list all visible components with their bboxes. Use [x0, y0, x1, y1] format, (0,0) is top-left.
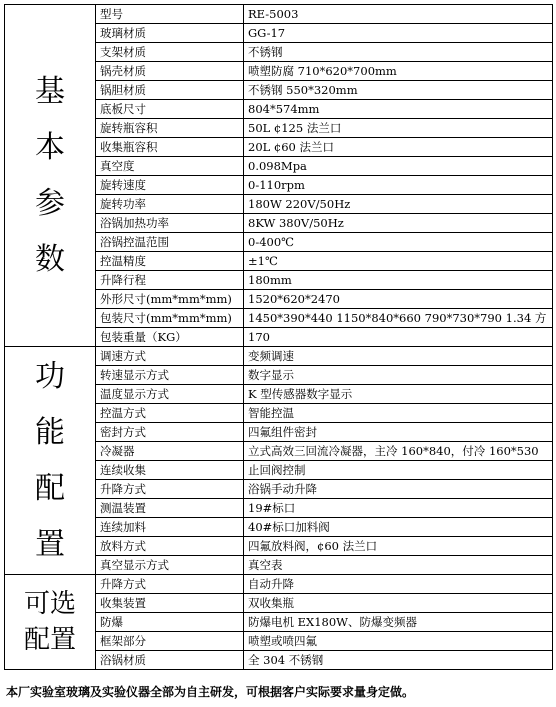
spec-label: 包装重量（KG）	[96, 328, 244, 347]
spec-label: 真空度	[96, 157, 244, 176]
section-char: 置	[35, 526, 65, 562]
spec-value: 180W 220V/50Hz	[244, 195, 553, 214]
spec-label: 旋转速度	[96, 176, 244, 195]
spec-label: 控温方式	[96, 404, 244, 423]
spec-value: 19#标口	[244, 499, 553, 518]
spec-value: 0-110rpm	[244, 176, 553, 195]
spec-value: RE-5003	[244, 5, 553, 24]
spec-value: K 型传感器数字显示	[244, 385, 553, 404]
spec-label: 包装尺寸(mm*mm*mm)	[96, 309, 244, 328]
spec-value: 喷塑防腐 710*620*700mm	[244, 62, 553, 81]
spec-label: 测温装置	[96, 499, 244, 518]
spec-row	[5, 575, 553, 594]
spec-value: 浴锅手动升降	[244, 480, 553, 499]
spec-label: 防爆	[96, 613, 244, 632]
spec-label: 外形尺寸(mm*mm*mm)	[96, 290, 244, 309]
section-char: 数	[35, 241, 65, 277]
spec-row	[5, 5, 553, 24]
spec-value: 8KW 380V/50Hz	[244, 214, 553, 233]
spec-value: ±1℃	[244, 252, 553, 271]
spec-value: 数字显示	[244, 366, 553, 385]
section-function	[5, 347, 96, 575]
spec-table-body	[5, 5, 553, 670]
spec-label: 浴锅加热功率	[96, 214, 244, 233]
spec-value: 40#标口加料阀	[244, 518, 553, 537]
spec-label: 调速方式	[96, 347, 244, 366]
spec-value: 四氟组件密封	[244, 423, 553, 442]
spec-label: 支架材质	[96, 43, 244, 62]
section-basic	[5, 5, 96, 347]
spec-label: 温度显示方式	[96, 385, 244, 404]
spec-value: 0-400℃	[244, 233, 553, 252]
spec-value: 全 304 不锈钢	[244, 651, 553, 670]
spec-value: 自动升降	[244, 575, 553, 594]
spec-label: 框架部分	[96, 632, 244, 651]
spec-value: 立式高效三回流冷凝器，主冷 160*840，付冷 160*530	[244, 442, 553, 461]
section-char: 能	[35, 414, 65, 450]
spec-value: 四氟放料阀，¢60 法兰口	[244, 537, 553, 556]
spec-value: 50L ¢125 法兰口	[244, 119, 553, 138]
section-char: 基	[35, 73, 65, 109]
spec-label: 连续加料	[96, 518, 244, 537]
section-char: 本	[35, 129, 65, 165]
spec-label: 放料方式	[96, 537, 244, 556]
spec-label: 收集装置	[96, 594, 244, 613]
spec-value: 20L ¢60 法兰口	[244, 138, 553, 157]
spec-label: 控温精度	[96, 252, 244, 271]
section-char: 可选	[23, 589, 76, 619]
spec-label: 收集瓶容积	[96, 138, 244, 157]
spec-label: 真空显示方式	[96, 556, 244, 575]
spec-label: 底板尺寸	[96, 100, 244, 119]
section-char: 配	[35, 470, 65, 506]
spec-label: 转速显示方式	[96, 366, 244, 385]
section-char: 配置	[23, 625, 76, 655]
spec-value: 双收集瓶	[244, 594, 553, 613]
spec-value: 不锈钢	[244, 43, 553, 62]
footer-note: 本厂实验室玻璃及实验仪器全部为自主研发，可根据客户实际要求量身定做。	[6, 685, 415, 699]
section-optional	[5, 575, 96, 670]
spec-label: 连续收集	[96, 461, 244, 480]
spec-value: 0.098Mpa	[244, 157, 553, 176]
spec-row	[5, 347, 553, 366]
spec-table	[4, 4, 553, 670]
spec-value: 智能控温	[244, 404, 553, 423]
spec-value: GG-17	[244, 24, 553, 43]
spec-label: 浴锅材质	[96, 651, 244, 670]
spec-label: 升降方式	[96, 480, 244, 499]
spec-label: 浴锅控温范围	[96, 233, 244, 252]
spec-value: 止回阀控制	[244, 461, 553, 480]
spec-value: 1520*620*2470	[244, 290, 553, 309]
spec-label: 密封方式	[96, 423, 244, 442]
spec-value: 喷塑或喷四氟	[244, 632, 553, 651]
spec-value: 170	[244, 328, 553, 347]
section-char: 功	[35, 358, 65, 394]
spec-value: 真空表	[244, 556, 553, 575]
spec-label: 冷凝器	[96, 442, 244, 461]
section-char: 参	[35, 185, 65, 221]
spec-label: 玻璃材质	[96, 24, 244, 43]
spec-value: 180mm	[244, 271, 553, 290]
spec-value: 防爆电机 EX180W、防爆变频器	[244, 613, 553, 632]
spec-value: 804*574mm	[244, 100, 553, 119]
spec-label: 升降行程	[96, 271, 244, 290]
spec-label: 旋转功率	[96, 195, 244, 214]
spec-value: 不锈钢 550*320mm	[244, 81, 553, 100]
spec-label: 型号	[96, 5, 244, 24]
spec-label: 升降方式	[96, 575, 244, 594]
spec-value: 1450*390*440 1150*840*660 790*730*790 1.34 方	[244, 309, 553, 328]
spec-label: 锅胆材质	[96, 81, 244, 100]
spec-label: 锅壳材质	[96, 62, 244, 81]
spec-value: 变频调速	[244, 347, 553, 366]
spec-label: 旋转瓶容积	[96, 119, 244, 138]
